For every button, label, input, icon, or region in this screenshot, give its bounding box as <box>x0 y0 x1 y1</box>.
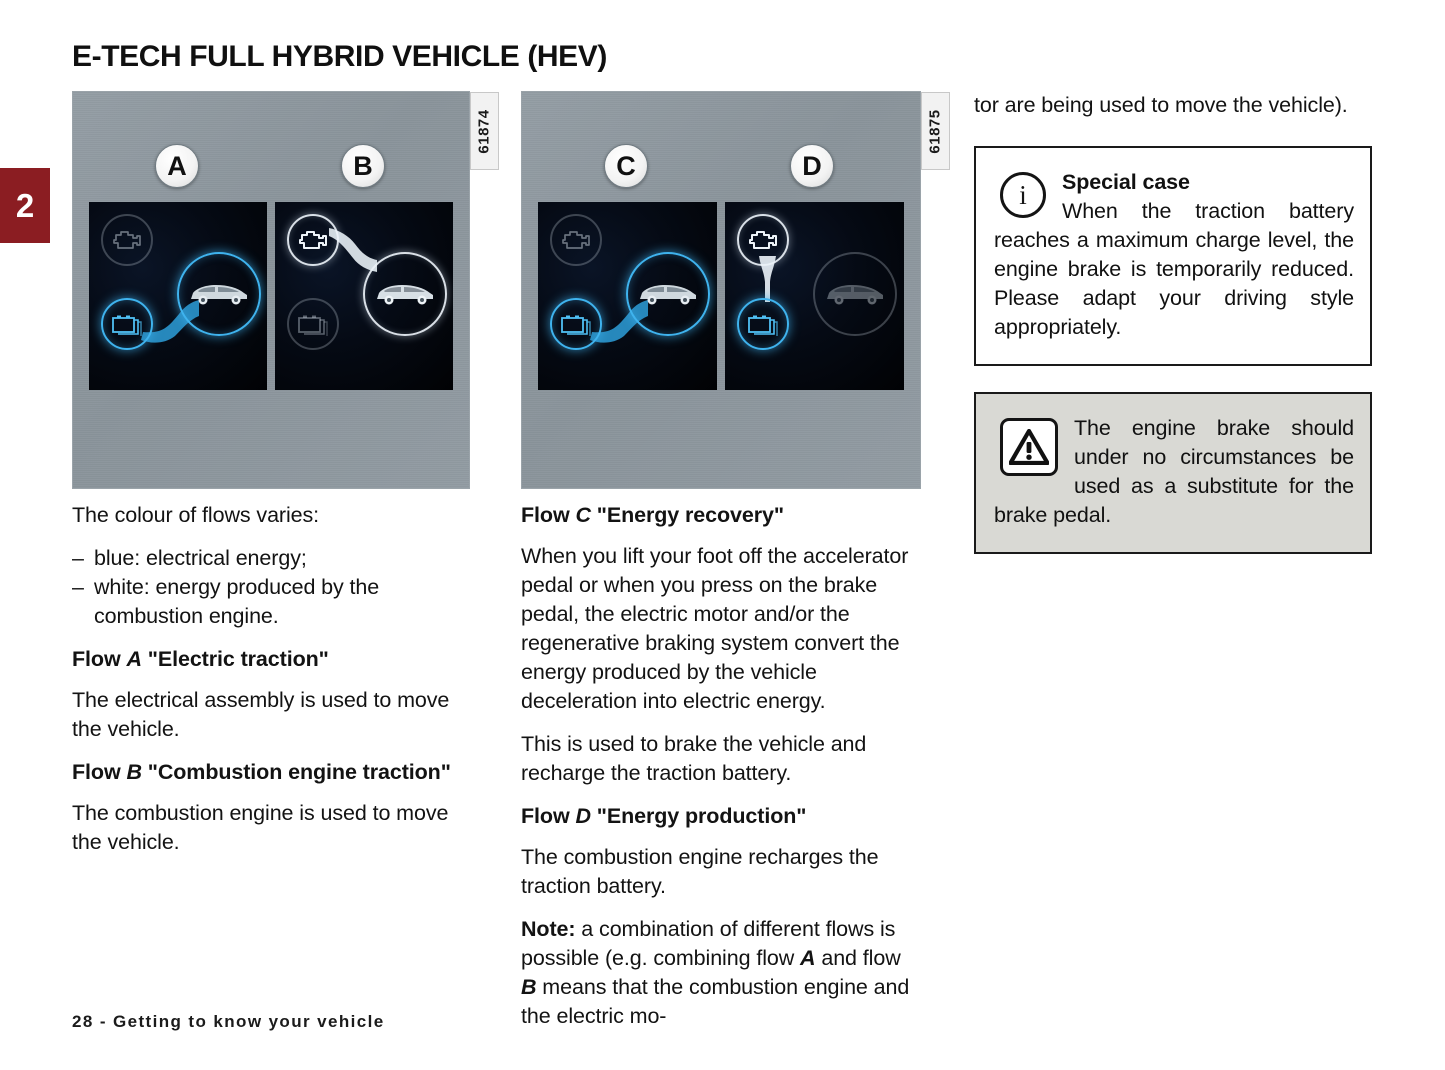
battery-node <box>287 298 339 350</box>
engine-icon <box>748 229 778 251</box>
heading-suffix: "Electric traction" <box>141 647 329 671</box>
battery-icon <box>111 312 143 336</box>
callout-label: C <box>616 150 636 181</box>
flow-c-body-2: This is used to brake the vehicle and recharge the traction battery. <box>521 732 867 785</box>
heading-suffix: "Combustion engine traction" <box>141 760 451 784</box>
battery-node <box>737 298 789 350</box>
battery-icon <box>560 312 592 336</box>
column-left-body <box>72 501 470 871</box>
callout-row <box>522 144 920 188</box>
flow-a-body: The electrical assembly is used to move the vehicle. <box>72 688 450 741</box>
page-footer: 28 - Getting to know your vehicle <box>72 1012 385 1031</box>
scene-b <box>275 202 453 390</box>
list-item: – blue: electrical energy; <box>72 544 470 573</box>
engine-node <box>737 214 789 266</box>
flow-letter: B <box>126 760 142 784</box>
flow-letter: C <box>575 503 591 527</box>
warning-box <box>974 392 1372 554</box>
callout-label: A <box>167 150 187 181</box>
scene-row <box>73 202 469 390</box>
info-icon-glyph: i <box>1000 172 1046 218</box>
engine-node <box>550 214 602 266</box>
special-case-box <box>974 146 1372 366</box>
callout-badge-b <box>341 144 385 188</box>
figure-reference-number: 61874 <box>476 108 493 154</box>
flow-letter: A <box>800 946 816 970</box>
callout-label: B <box>353 150 373 181</box>
continued-text: tor are being used to move the vehicle). <box>974 93 1348 117</box>
flow-letter: D <box>575 804 591 828</box>
illustration-cd <box>521 91 944 489</box>
note-text-part: and flow <box>815 946 901 970</box>
chapter-number: 2 <box>15 186 35 224</box>
flow-letter: B <box>521 975 537 999</box>
note-label: Note: <box>521 917 576 941</box>
flow-b-body: The combustion engine is used to move the vehicle. <box>72 801 449 854</box>
warning-triangle-glyph <box>1009 429 1049 465</box>
battery-icon <box>747 312 779 336</box>
vehicle-node <box>626 252 710 336</box>
note-paragraph <box>521 915 921 1031</box>
warning-triangle-icon <box>1000 418 1058 476</box>
heading-suffix: "Energy recovery" <box>590 503 784 527</box>
figure-reference-tag <box>921 92 950 170</box>
flow-a-heading <box>72 645 470 674</box>
flow-d-body: The combustion engine recharges the traction battery. <box>521 845 879 898</box>
scene-d <box>725 202 904 390</box>
page-title: E-TECH FULL HYBRID VEHICLE (HEV) <box>72 40 607 73</box>
heading-prefix: Flow <box>521 804 576 828</box>
figure-reference-tag <box>470 92 499 170</box>
heading-prefix: Flow <box>72 760 127 784</box>
scene-row <box>522 202 920 390</box>
engine-icon <box>112 229 142 251</box>
flow-b-heading <box>72 758 470 787</box>
special-case-body: When the traction battery reaches a maximum charge level, the engine brake is temporarily reduced. Please adapt your driving style appropriately. <box>994 199 1354 339</box>
flow-colour-list <box>72 544 470 631</box>
engine-icon <box>298 229 328 251</box>
engine-node <box>101 214 153 266</box>
car-icon <box>637 281 699 307</box>
note-text-part: means that the combustion engine and the electric mo- <box>521 975 910 1028</box>
flow-c-heading <box>521 501 921 530</box>
callout-badge-a <box>155 144 199 188</box>
list-item: – white: energy produced by the combustion engine. <box>72 573 470 631</box>
special-case-heading: Special case <box>1062 170 1190 194</box>
car-icon <box>374 281 436 307</box>
column-middle <box>521 91 944 1028</box>
flow-d-heading <box>521 802 921 831</box>
car-icon <box>188 281 250 307</box>
heading-suffix: "Energy production" <box>590 804 807 828</box>
callout-badge-d <box>790 144 834 188</box>
heading-prefix: Flow <box>521 503 576 527</box>
callout-row <box>73 144 469 188</box>
figure-reference-number: 61875 <box>927 108 944 154</box>
car-icon <box>824 281 886 307</box>
battery-node <box>101 298 153 350</box>
column-middle-body <box>521 501 921 1045</box>
engine-icon <box>561 229 591 251</box>
illustration-ab <box>72 91 493 489</box>
note-text-part: a combination of different flows is possible (e.g. combining flow <box>521 917 896 970</box>
battery-icon <box>297 312 329 336</box>
scene-a <box>89 202 267 390</box>
flow-c-body: When you lift your foot off the accelerator pedal or when you press on the brake pedal, the electric motor and/or the regenerative braking system convert the energy produced by the vehicle deceleration into electric energy. <box>521 544 909 713</box>
warning-text: The engine brake should under no circumstances be used as a substitute for the brake pedal. <box>994 416 1354 527</box>
vehicle-node <box>363 252 447 336</box>
warning-icon-frame <box>1000 418 1058 476</box>
special-case-text <box>994 168 1354 342</box>
column-left <box>72 91 493 854</box>
intro-text: The colour of flows varies: <box>72 503 320 527</box>
flow-letter: A <box>126 647 142 671</box>
column-right-body <box>974 91 1372 554</box>
callout-badge-c <box>604 144 648 188</box>
chapter-tab <box>0 168 50 243</box>
vehicle-node <box>813 252 897 336</box>
callout-label: D <box>802 150 822 181</box>
scene-c <box>538 202 717 390</box>
heading-prefix: Flow <box>72 647 127 671</box>
engine-node <box>287 214 339 266</box>
info-icon <box>1000 172 1046 218</box>
vehicle-node <box>177 252 261 336</box>
battery-node <box>550 298 602 350</box>
